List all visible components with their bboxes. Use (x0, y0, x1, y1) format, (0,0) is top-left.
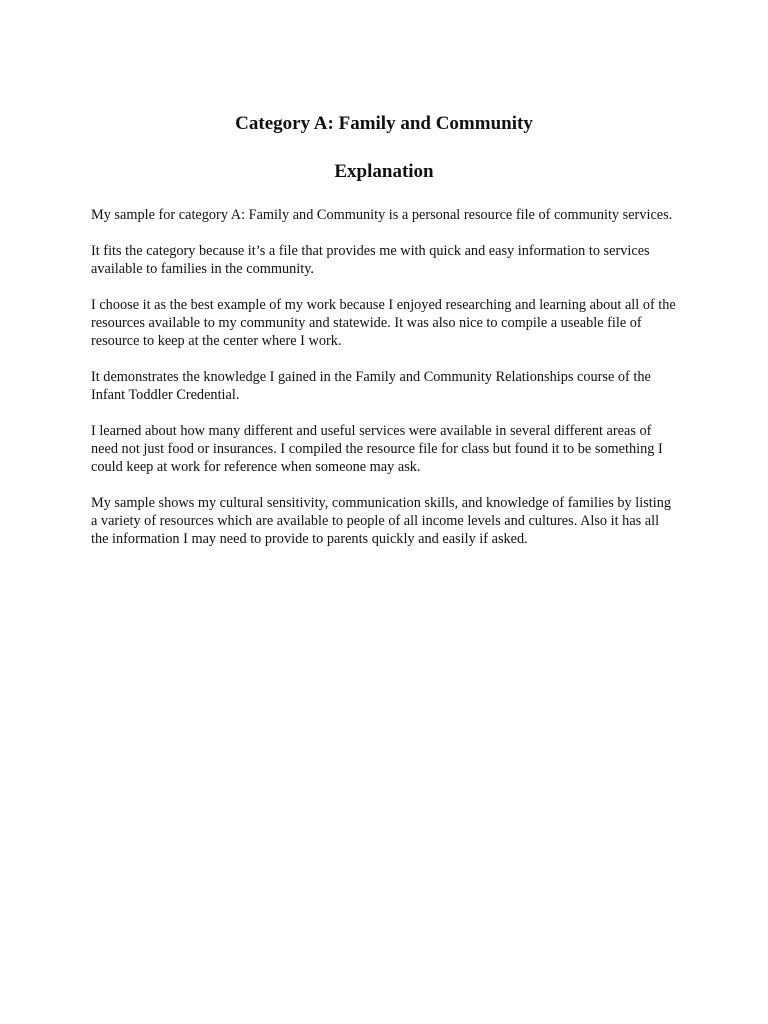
paragraph-skills: My sample shows my cultural sensitivity, communication skills, and knowledge of families by listing a variety of resources which are available to people of all income levels and cultures. Also it has all the information I may need to provide to parents quickly and easily if asked. (91, 495, 672, 547)
paragraph-knowledge: It demonstrates the knowledge I gained in the Family and Community Relationships course of the Infant Toddler Credential. (91, 369, 651, 403)
page-title: Category A: Family and Community (235, 113, 533, 134)
paragraph-choice: I choose it as the best example of my work because I enjoyed researching and learning about all of the resources available to my community and statewide. It was also nice to compile a useable file of resource to keep at the center where I work. (91, 297, 676, 349)
paragraph-fit: It fits the category because it’s a file that provides me with quick and easy information to services available to families in the community. (91, 243, 650, 277)
section-heading: Explanation (334, 161, 434, 182)
document-body (91, 206, 679, 566)
paragraph-learning: I learned about how many different and useful services were available in several different areas of need not just food or insurances. I compiled the resource file for class but found it to be something I could keep at work for reference when someone may ask. (91, 423, 663, 475)
paragraph-sample: My sample for category A: Family and Community is a personal resource file of community services. (91, 207, 673, 223)
